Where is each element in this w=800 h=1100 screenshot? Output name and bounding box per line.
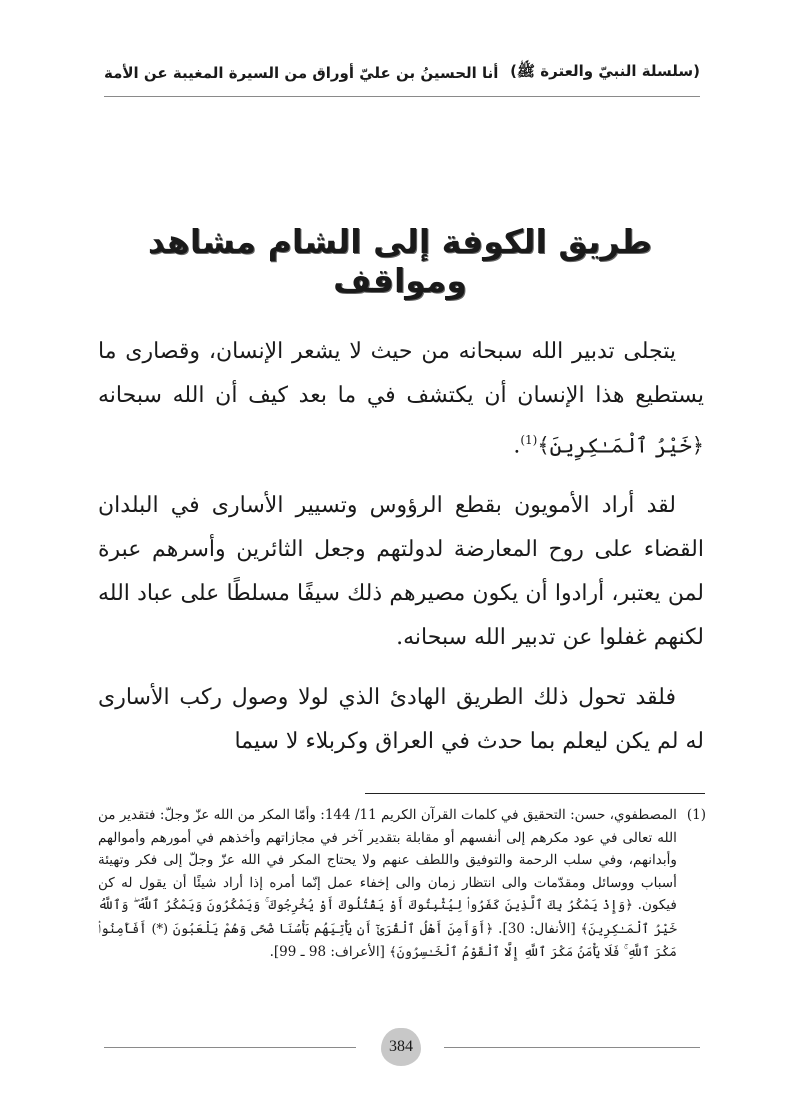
paragraph-2: [98, 484, 704, 660]
paragraph-text: فلقد تحول ذلك الطريق الهادئ الذي لولا وصول ركب الأسارى له لم يكن ليعلم بما حدث في العراق وكربلاء لا سيما: [98, 685, 704, 755]
footnote-quran-2: ﴿أَوَأَمِنَ أَهْلُ ٱلْقُرَىٰٓ أَن يَأْتِيَهُم بَأْسُنَا ضُحًى وَهُمْ يَلْعَبُونَ (*) أَفَأَمِنُوا۟ مَكْرَ ٱللَّهِ ۚ فَلَا يَأْمَنُ مَكْرَ ٱللَّهِ إِلَّا ٱلْقَوْمُ ٱلْخَـٰسِرُونَ﴾: [98, 921, 677, 960]
paragraph-text: لقد أراد الأمويون بقطع الرؤوس وتسيير الأسارى في البلدان القضاء على روح المعارضة لدولتهم وجعل الثائرين وأسرهم عبرة لمن يعتبر، أرادوا أن يكون مصيرهم ذلك سيفًا مسلطًا على عباد الله لكنهم غفلوا عن تدبير الله سبحانه.: [98, 493, 704, 651]
page-number-badge: [381, 1028, 421, 1066]
footnote-body: [98, 804, 677, 965]
header-divider: [104, 96, 700, 97]
footnote-citation-1: [الأنفال: 30].: [498, 920, 576, 937]
paragraph-3: [98, 676, 704, 764]
paragraph-text: يتجلى تدبير الله سبحانه من حيث لا يشعر الإنسان، وقصارى ما يستطيع هذا الإنسان أن يكتشف في ما بعد كيف أن الله سبحانه: [98, 339, 704, 408]
footnote-item: [98, 804, 706, 965]
footnote-text: المصطفوي، حسن: التحقيق في كلمات القرآن الكريم 11/ 144: وأمّا المكر من الله عزّ وجلّ: فتقدير من الله تعالى في عود مكرهم إلى أنفسهم أو مقابلة بتقدير آخر في مجازاتهم وأخذهم في أمورهم وأموالهم وأبدانهم، وفي سلب الرحمة والتوفيق واللطف عنهم ولا يحتاج المكر في الله عزّ وجلّ إلى فكر وتهيئة أسباب ووسائل ومقدّمات والى انتظار زمان والى إخفاء عمل إنّما أمره إذا أراد شيئًا أن يقول له كن فيكون.: [98, 807, 677, 913]
quran-quote: ﴿خَيْرُ ٱلْمَـٰكِرِينَ﴾: [537, 433, 704, 458]
chapter-title: طريق الكوفة إلى الشام مشاهد ومواقف: [147, 222, 653, 300]
footnote-ref[interactable]: (1): [520, 433, 538, 447]
sentence-end: .: [513, 433, 521, 459]
footnote-citation-2: [الأعراف: 98 ـ 99].: [269, 944, 385, 960]
footnote-quran-1: ﴿وَإِذْ يَمْكُرُ بِكَ ٱلَّذِينَ كَفَرُوا۟ لِيُثْبِتُوكَ أَوْ يَقْتُلُوكَ أَوْ يُخْرِجُوكَ ۚ وَيَمْكُرُونَ وَيَمْكُرُ ٱللَّهُ ۖ وَٱللَّهُ خَيْرُ ٱلْمَـٰكِرِينَ﴾: [98, 898, 677, 937]
body-text: [98, 330, 704, 780]
footer-divider-left: [104, 1047, 356, 1048]
footnote-number: (1): [686, 807, 706, 823]
series-title: (سلسلة النبيّ والعترة ﷺ): [510, 62, 700, 80]
book-title: أنا الحسينُ بن عليّ أوراق من السيرة المغيبة عن الأمة: [104, 64, 499, 82]
footnote-divider: [365, 793, 705, 794]
running-header: [104, 58, 700, 88]
footer-divider-right: [444, 1047, 700, 1048]
paragraph-1: [98, 330, 704, 468]
page-number: 384: [389, 1038, 413, 1055]
footnotes: [98, 804, 706, 965]
